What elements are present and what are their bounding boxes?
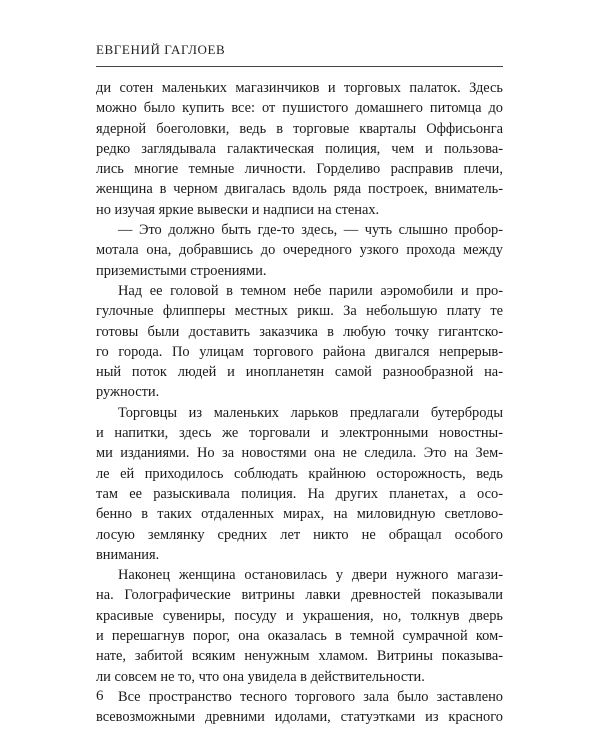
text-line: нате, забитой всяким ненужным хламом. Витрины показыва- — [96, 648, 503, 665]
text-line: гулочные флипперы местных рикш. За небольшую плату те — [96, 303, 503, 320]
text-line: там ее разыскивала полиция. На других планетах, а осо- — [96, 485, 503, 502]
header-rule — [96, 66, 503, 67]
text-line: ди сотен маленьких магазинчиков и торговых палаток. Здесь — [96, 80, 503, 96]
text-line: но изучая яркие вывески и надписи на стенах. — [96, 201, 380, 218]
text-line: на. Голографические витрины лавки древностей показывали — [96, 587, 503, 604]
text-line: и перешагнув порог, она оказалась в темной сумрачной ком- — [96, 628, 503, 645]
text-line: внимания. — [96, 546, 160, 563]
text-line: го города. По улицам торгового района двигался непрерыв- — [96, 343, 503, 360]
text-line: ми изданиями. Но за новостями она не следила. Это на Зем- — [96, 445, 503, 462]
body-text — [96, 78, 503, 728]
text-line: бенно в таких отдаленных мирах, на миловидную светлово- — [96, 506, 503, 523]
text-line: ный поток людей и инопланетян самой разнообразной на- — [96, 364, 503, 381]
text-line: ядерной боеголовки, ведь в торговые кварталы Оффисьонга — [96, 120, 503, 137]
page-number: 6 — [96, 688, 104, 704]
running-head: ЕВГЕНИЙ ГАГЛОЕВ — [96, 42, 226, 57]
text-line: ружности. — [96, 384, 160, 401]
text-line: редко заглядывала галактическая полиция, чем и пользова- — [96, 140, 503, 157]
text-line: Торговцы из маленьких ларьков предлагали бутерброды — [118, 404, 503, 421]
text-line: Наконец женщина остановилась у двери нужного магази- — [118, 567, 503, 584]
text-line: лосую землянку средних лет никто не обращал особого — [96, 526, 503, 543]
text-line: мотала она, добравшись до очередного узкого прохода между — [96, 242, 503, 259]
text-line: Все пространство тесного торгового зала было заставлено — [118, 688, 503, 705]
text-line: красивые сувениры, посуду и украшения, но, толкнув дверь — [96, 607, 503, 624]
text-line: и напитки, здесь же торговали и электронными новостны- — [96, 425, 503, 442]
text-line: женщина в черном двигалась вдоль ряда построек, вниматель- — [96, 181, 503, 198]
text-line: ли совсем не то, что она увидела в действительности. — [96, 668, 425, 685]
text-line: готовы были доставить заказчика в любую точку гигантско- — [96, 323, 503, 340]
text-line: всевозможными древними идолами, статуэтками из красного — [96, 709, 503, 726]
text-line: Над ее головой в темном небе парили аэромобили и про- — [118, 282, 503, 299]
text-line: лись многие темные личности. Горделиво расправив плечи, — [96, 161, 503, 178]
text-line: приземистыми строениями. — [96, 262, 267, 279]
text-line: можно было купить все: от пушистого домашнего питомца до — [96, 100, 503, 117]
text-line: — Это должно быть где-то здесь, — чуть слышно пробор- — [118, 222, 503, 239]
text-line: ле ей приходилось соблюдать крайнюю осторожность, ведь — [96, 465, 503, 482]
